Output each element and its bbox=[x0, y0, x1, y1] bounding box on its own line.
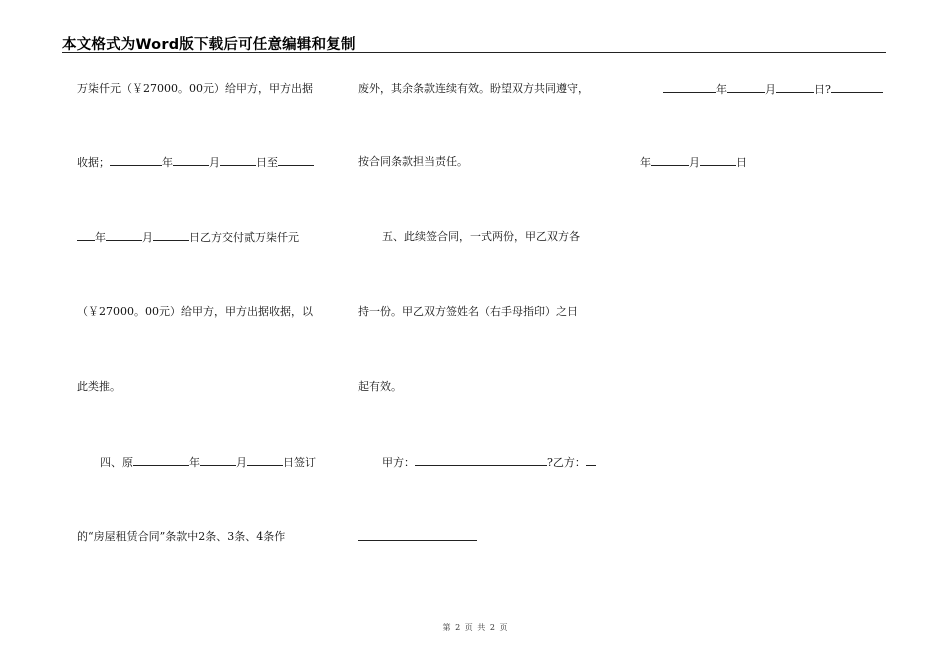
col2-line-3: 五、此续签合同，一式两份，甲乙双方各 bbox=[382, 230, 580, 243]
col1-line-5: 此类推。 bbox=[77, 380, 121, 393]
text: 年 bbox=[95, 231, 106, 244]
text: 年 bbox=[640, 156, 651, 169]
text: 月 bbox=[765, 83, 776, 96]
text: 月 bbox=[236, 456, 247, 469]
col1-line-2 bbox=[77, 155, 314, 170]
col1-line-4: （￥27000。00元）给甲方，甲方出据收据，以 bbox=[77, 305, 313, 318]
blank-field bbox=[663, 82, 716, 93]
footer-page-number: 2 bbox=[455, 623, 461, 632]
text: 日 bbox=[736, 156, 747, 169]
document-header-title: 本文格式为Word版下载后可任意编辑和复制 bbox=[62, 37, 356, 53]
col2-line-2: 按合同条款担当责任。 bbox=[358, 155, 468, 168]
footer-text: 第 bbox=[442, 623, 451, 632]
blank-field bbox=[200, 455, 236, 466]
blank-field bbox=[77, 230, 95, 241]
col2-line-4: 持一份。甲乙双方签姓名（右手母指印）之日 bbox=[358, 305, 578, 318]
blank-field bbox=[776, 82, 814, 93]
blank-field bbox=[133, 455, 189, 466]
party-b-signature-field bbox=[586, 455, 596, 466]
party-a-signature-field bbox=[415, 455, 547, 466]
text: 年 bbox=[189, 456, 200, 469]
header-divider bbox=[62, 52, 886, 53]
col1-line-6 bbox=[100, 455, 316, 470]
col1-line-3 bbox=[77, 230, 299, 245]
footer-text: 页 bbox=[464, 623, 473, 632]
col2-line-1: 废外，其余条款连续有效。盼望双方共同遵守， bbox=[358, 82, 589, 95]
blank-field bbox=[247, 455, 283, 466]
footer-total-pages: 2 bbox=[489, 623, 495, 632]
blank-field bbox=[831, 82, 883, 93]
text: 月 bbox=[689, 156, 700, 169]
text: 年 bbox=[162, 156, 173, 169]
blank-field bbox=[727, 82, 765, 93]
blank-field bbox=[220, 155, 256, 166]
col3-date-line-1 bbox=[663, 82, 883, 97]
text: 四、原 bbox=[100, 456, 133, 469]
footer-text: 共 bbox=[477, 623, 486, 632]
text: 年 bbox=[716, 83, 727, 96]
party-b-label: ?乙方： bbox=[547, 456, 586, 469]
text: 日签订 bbox=[283, 456, 316, 469]
text: 日? bbox=[814, 83, 831, 96]
col1-line-7: 的“房屋租赁合同”条款中2条、3条、4条作 bbox=[77, 530, 286, 543]
col1-line-1: 万柒仟元（￥27000。00元）给甲方，甲方出据 bbox=[77, 82, 313, 95]
party-a-label: 甲方： bbox=[382, 456, 415, 469]
blank-field bbox=[110, 155, 162, 166]
col3-date-line-2 bbox=[640, 155, 747, 170]
text: 日至 bbox=[256, 156, 278, 169]
blank-field bbox=[278, 155, 314, 166]
blank-field bbox=[153, 230, 189, 241]
page-footer bbox=[0, 622, 950, 633]
blank-field bbox=[106, 230, 142, 241]
blank-field bbox=[651, 155, 689, 166]
col2-line-5: 起有效。 bbox=[358, 380, 402, 393]
text: 日乙方交付贰万柒仟元 bbox=[189, 231, 299, 244]
col2-line-6 bbox=[382, 455, 596, 470]
col2-line-7 bbox=[358, 530, 477, 545]
party-b-signature-field-continued bbox=[358, 530, 477, 541]
text: 月 bbox=[142, 231, 153, 244]
footer-text: 页 bbox=[499, 623, 508, 632]
text: 月 bbox=[209, 156, 220, 169]
blank-field bbox=[173, 155, 209, 166]
text: 收据； bbox=[77, 156, 110, 169]
blank-field bbox=[700, 155, 736, 166]
